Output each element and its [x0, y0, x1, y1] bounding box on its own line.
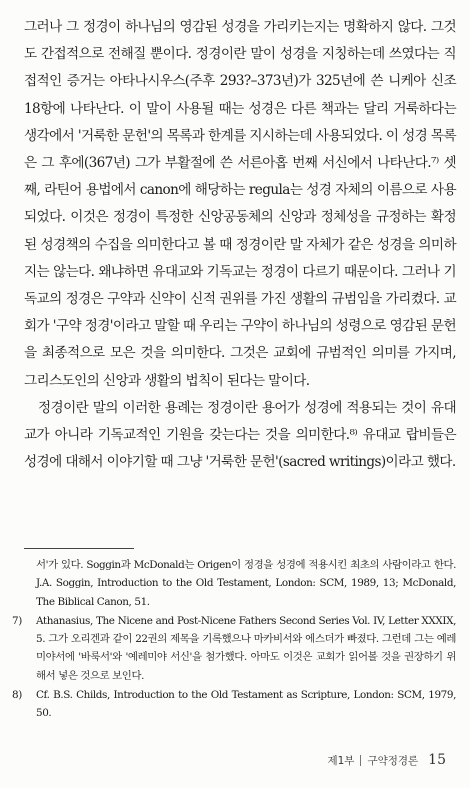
part-label: 제1부	[327, 754, 355, 767]
footnote-8	[12, 686, 456, 723]
section-label: 구약정경론	[367, 754, 419, 767]
paragraph: 그러나 그 정경이 하나님의 영감된 성경을 가리키는지는 명확하지 않다. 그것도 간접적으로 전해질 뿐이다. 정경이란 말이 성경을 지칭하는데 쓰였다는 직접적인 증거는 아타나시우스(주후 293?–373년)가 325년에 쓴 니케아 신조 18항에 나타난다. 이 말이 사용될 때는 성경은 다른 책과는 달리 거룩하다는 생각에서 '거룩한 문헌'의 목록과 한계를 지시하는데 사용되었다. 이 성경 목록은 그 후에(367년) 그가 부활절에 쓴 서른아홉 번째 서신에서 나타난다.⁷⁾ 셋째, 라틴어 용법에서 canon에 해당하는 regula는 성경 자체의 이름으로 사용되었다. 이것은 정경이 특정한 신앙공동체의 신앙과 정체성을 규정하는 확정된 성경책의 수집을 의미한다고 볼 때 정경이란 말 자체가 같은 성경을 의미하지는 않는다. 왜냐하면 유대교와 기독교는 정경이 다르기 때문이다. 그러나 기독교의 정경은 구약과 신약이 신적 권위를 가진 생활의 규범임을 가리켰다. 교회가 '구약 정경'이라고 말할 때 우리는 구약이 하나님의 성령으로 영감된 문헌을 최종적으로 모은 것을 의미한다. 그것은 교회에 규범적인 의미를 가지며, 그리스도인의 신앙과 생활의 법칙이 된다는 말이다.	[24, 19, 456, 389]
main-text	[24, 14, 456, 476]
footnote-text: Cf. B.S. Childs, Introduction to the Old Testament as Scripture, London: SCM, 1979, 50.	[36, 689, 456, 720]
footnote-7	[12, 612, 456, 685]
footnote-number: 8)	[12, 689, 22, 702]
page-number: 15	[428, 752, 446, 768]
footer-divider	[360, 755, 361, 766]
footnotes	[12, 556, 456, 724]
paragraph: 정경이란 말의 이러한 용례는 정경이란 용어가 성경에 적용되는 것이 유대교가 아니라 기독교적인 기원을 갖는다는 것을 의미한다.⁸⁾ 유대교 랍비들은 성경에 대해서 이야기할 때 그냥 '거룩한 문헌'(sacred writings)이라고 했다.	[24, 399, 456, 471]
footnote-text: Athanasius, The Nicene and Post-Nicene Fathers Second Series Vol. IV, Letter XXXIX, 5. 그가 오리겐과 같이 22권의 제목을 기록했으나 마카비서와 에스더가 빠졌다. 그런데 그는 예레미야서에 '바룩서'와 '예레미야 서신'을 첨가했다. 아마도 이것은 교회가 읽어볼 것을 권장하기 위해서 넣은 것으로 보인다.	[36, 614, 456, 682]
footnote-continuation: 서'가 있다. Soggin과 McDonald는 Origen이 정경을 성경에 적용시킨 최초의 사람이라고 한다. J.A. Soggin, Introduction to the Old Testament, London: SCM, 1989, 13; McDonald, The Biblical Canon, 51.	[36, 559, 456, 608]
running-footer	[327, 752, 446, 768]
footnote-divider	[24, 548, 134, 549]
footnote-number: 7)	[12, 614, 22, 627]
